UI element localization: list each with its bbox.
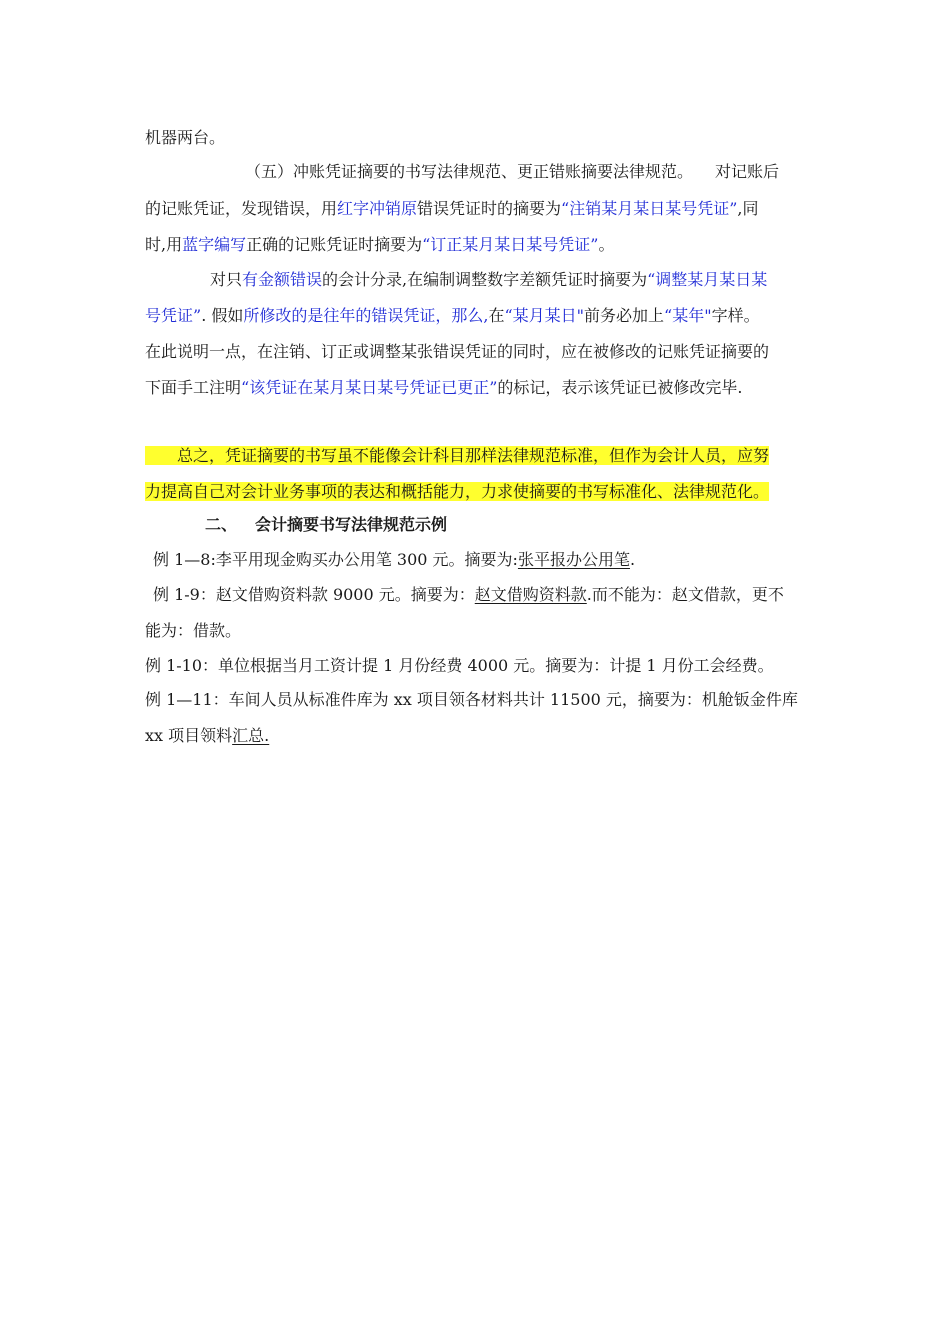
- text-line: 的记账凭证，发现错误，用红字冲销原错误凭证时的摘要为“注销某月某日某号凭证”,同: [145, 199, 759, 218]
- text-line: 对只有金额错误的会计分录,在编制调整数字差额凭证时摘要为“调整某月某日某: [210, 270, 768, 289]
- example-1-11-cont: xx 项目领料汇总.: [145, 726, 270, 745]
- example-1-9-cont: 能为：借款。: [145, 621, 242, 640]
- section-2-heading: 二、 会计摘要书写法律规范示例: [205, 515, 448, 534]
- text-line: 下面手工注明“该凭证在某月某日某号凭证已更正”的标记，表示该凭证已被修改完毕.: [145, 378, 743, 397]
- example-1-9: 例 1-9：赵文借购资料款 9000 元。摘要为：赵文借购资料款.而不能为：赵文借款，更不: [153, 585, 784, 604]
- example-1-10: 例 1-10：单位根据当月工资计提 1 月份经费 4000 元。摘要为：计提 1 月份工会经费。: [145, 656, 774, 675]
- example-1-11: 例 1—11：车间人员从标准件库为 xx 项目领各材料共计 11500 元，摘要为：机舱钣金件库: [145, 690, 798, 709]
- text-line: 号凭证”. 假如所修改的是往年的错误凭证，那么,在“某月某日"前务必加上“某年"字样。: [145, 306, 760, 325]
- text-line: 在此说明一点，在注销、订正或调整某张错误凭证的同时，应在被修改的记账凭证摘要的: [145, 342, 770, 361]
- section-5-heading: （五）冲账凭证摘要的书写法律规范、更正错账摘要法律规范。 对记账后: [245, 162, 780, 181]
- text-line: 时,用蓝字编写正确的记账凭证时摘要为“订正某月某日某号凭证”。: [145, 235, 615, 254]
- text-line: 机器两台。: [145, 128, 226, 147]
- summary-line-1: 总之，凭证摘要的书写虽不能像会计科目那样法律规范标准，但作为会计人员，应努: [145, 444, 769, 468]
- example-1-8: 例 1—8:李平用现金购买办公用笔 300 元。摘要为:张平报办公用笔.: [153, 550, 636, 569]
- summary-line-2: 力提高自己对会计业务事项的表达和概括能力，力求使摘要的书写标准化、法律规范化。: [145, 482, 770, 501]
